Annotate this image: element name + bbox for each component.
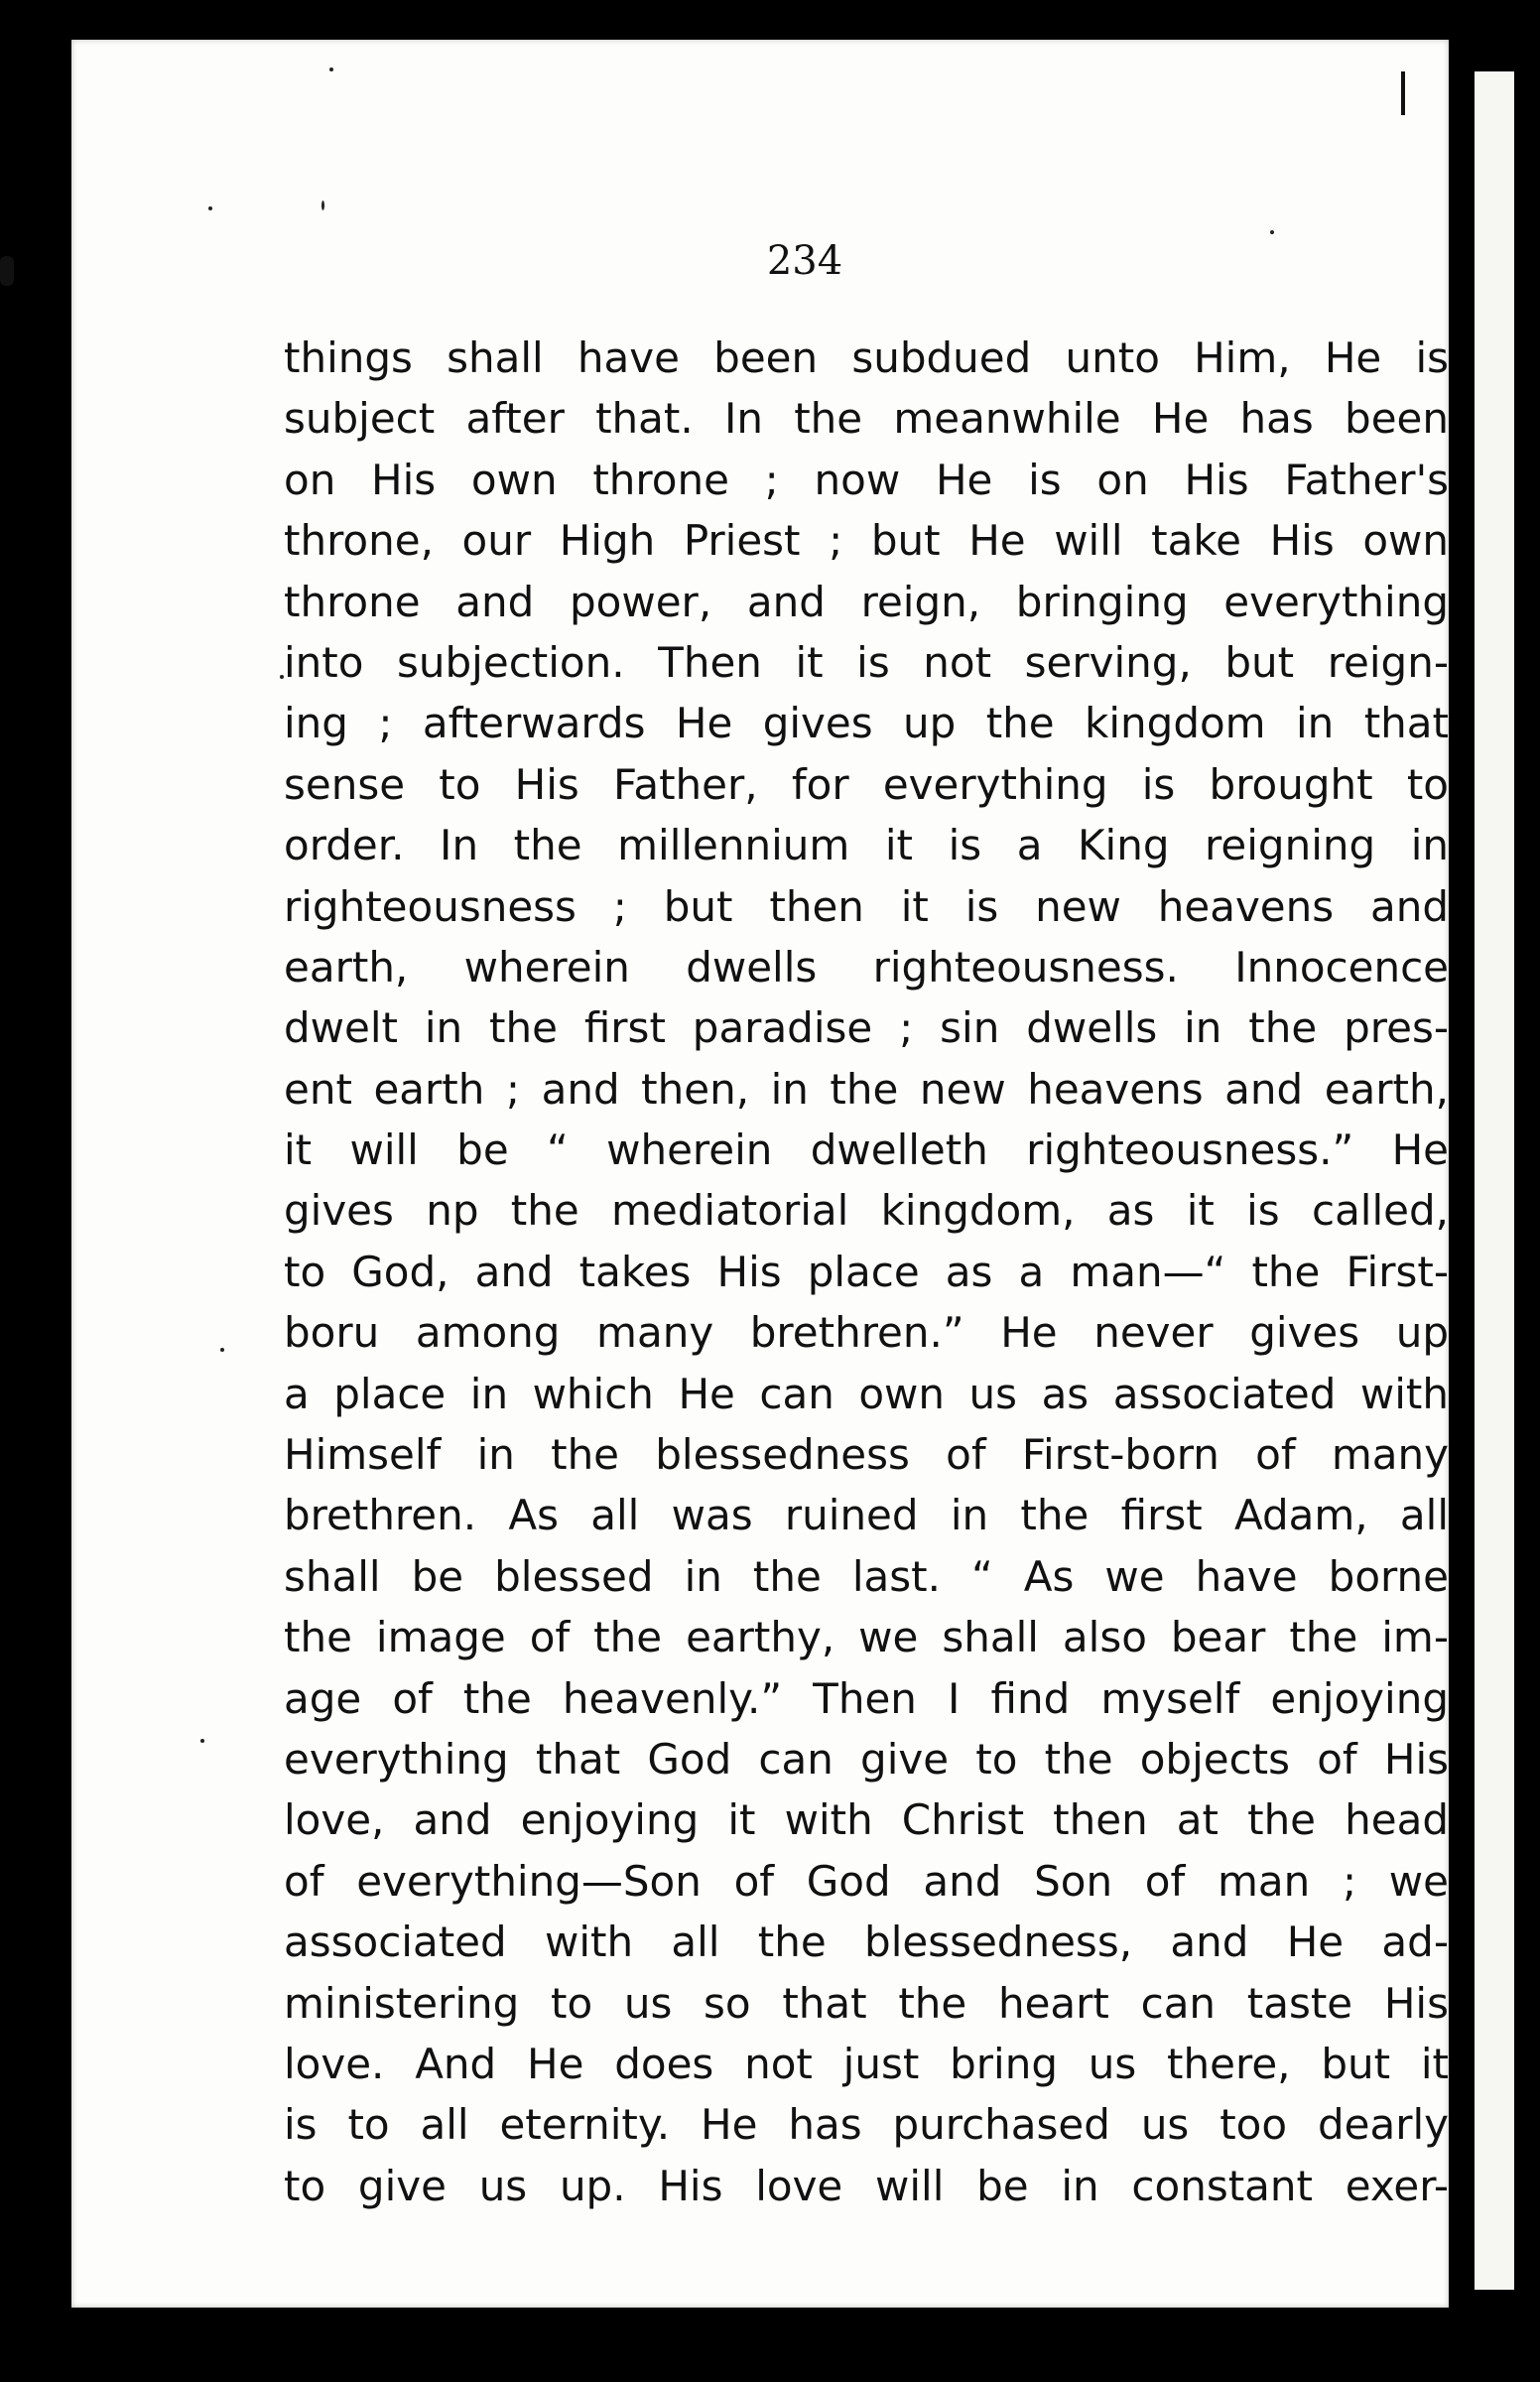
text-line: Himself in the blessedness of First-born of many <box>284 1430 1449 1480</box>
text-line: of everything—Son of God and Son of man ; we <box>284 1856 1449 1906</box>
text-line: ent earth ; and then, in the new heavens and earth, <box>284 1064 1449 1114</box>
text-line: throne, our High Priest ; but He will take His own <box>284 516 1449 566</box>
text-line: it will be “ wherein dwelleth righteousness.” He <box>284 1125 1449 1175</box>
page-number: 234 <box>766 238 843 284</box>
scan-speck <box>329 67 333 71</box>
scan-speck <box>208 206 212 210</box>
body-text <box>284 328 1449 2216</box>
text-line: everything that God can give to the objects of His <box>284 1734 1449 1784</box>
book-page <box>71 40 1449 2308</box>
text-line: love, and enjoying it with Christ then at the head <box>284 1795 1449 1845</box>
text-line: age of the heavenly.” Then I find myself enjoying <box>284 1673 1449 1723</box>
scan-speck <box>200 1739 204 1743</box>
text-line: dwelt in the first paradise ; sin dwells in the pres- <box>284 1003 1449 1053</box>
scan-speck <box>220 1348 224 1352</box>
text-line: love. And He does not just bring us there, but it <box>284 2039 1449 2088</box>
text-line: on His own throne ; now He is on His Father's <box>284 455 1449 504</box>
text-line: to God, and takes His place as a man—“ the First- <box>284 1247 1449 1296</box>
text-line: earth, wherein dwells righteousness. Innocence <box>284 942 1449 992</box>
text-line: into subjection. Then it is not serving, but reign- <box>284 637 1449 687</box>
text-line: to give us up. His love will be in constant exer- <box>284 2161 1449 2210</box>
scan-speck <box>321 200 324 210</box>
text-line: the image of the earthy, we shall also bear the im- <box>284 1613 1449 1662</box>
text-line: associated with all the blessedness, and He ad- <box>284 1918 1449 1967</box>
text-line: ministering to us so that the heart can taste His <box>284 1978 1449 2028</box>
text-line: is to all eternity. He has purchased us too dearly <box>284 2100 1449 2150</box>
text-line: brethren. As all was ruined in the first Adam, all <box>284 1491 1449 1540</box>
scan-speck <box>280 675 284 679</box>
text-line: shall be blessed in the last. “ As we have borne <box>284 1551 1449 1601</box>
text-line: boru among many brethren.” He never gives up <box>284 1308 1449 1358</box>
adjacent-page-edge <box>1475 71 1514 2290</box>
scan-speck <box>1270 230 1274 234</box>
text-line: throne and power, and reign, bringing everything <box>284 577 1449 626</box>
text-line: a place in which He can own us as associated with <box>284 1369 1449 1418</box>
text-line: gives np the mediatorial kingdom, as it is called, <box>284 1186 1449 1236</box>
page-edge-mark <box>1401 71 1405 115</box>
text-line: order. In the millennium it is a King reigning in <box>284 821 1449 870</box>
text-line: sense to His Father, for everything is brought to <box>284 759 1449 809</box>
text-line: ing ; afterwards He gives up the kingdom in that <box>284 699 1449 748</box>
text-line: things shall have been subdued unto Him, He is <box>284 333 1449 382</box>
page-edge-mark <box>0 256 14 286</box>
text-line: righteousness ; but then it is new heavens and <box>284 881 1449 931</box>
text-line: subject after that. In the meanwhile He has been <box>284 394 1449 444</box>
